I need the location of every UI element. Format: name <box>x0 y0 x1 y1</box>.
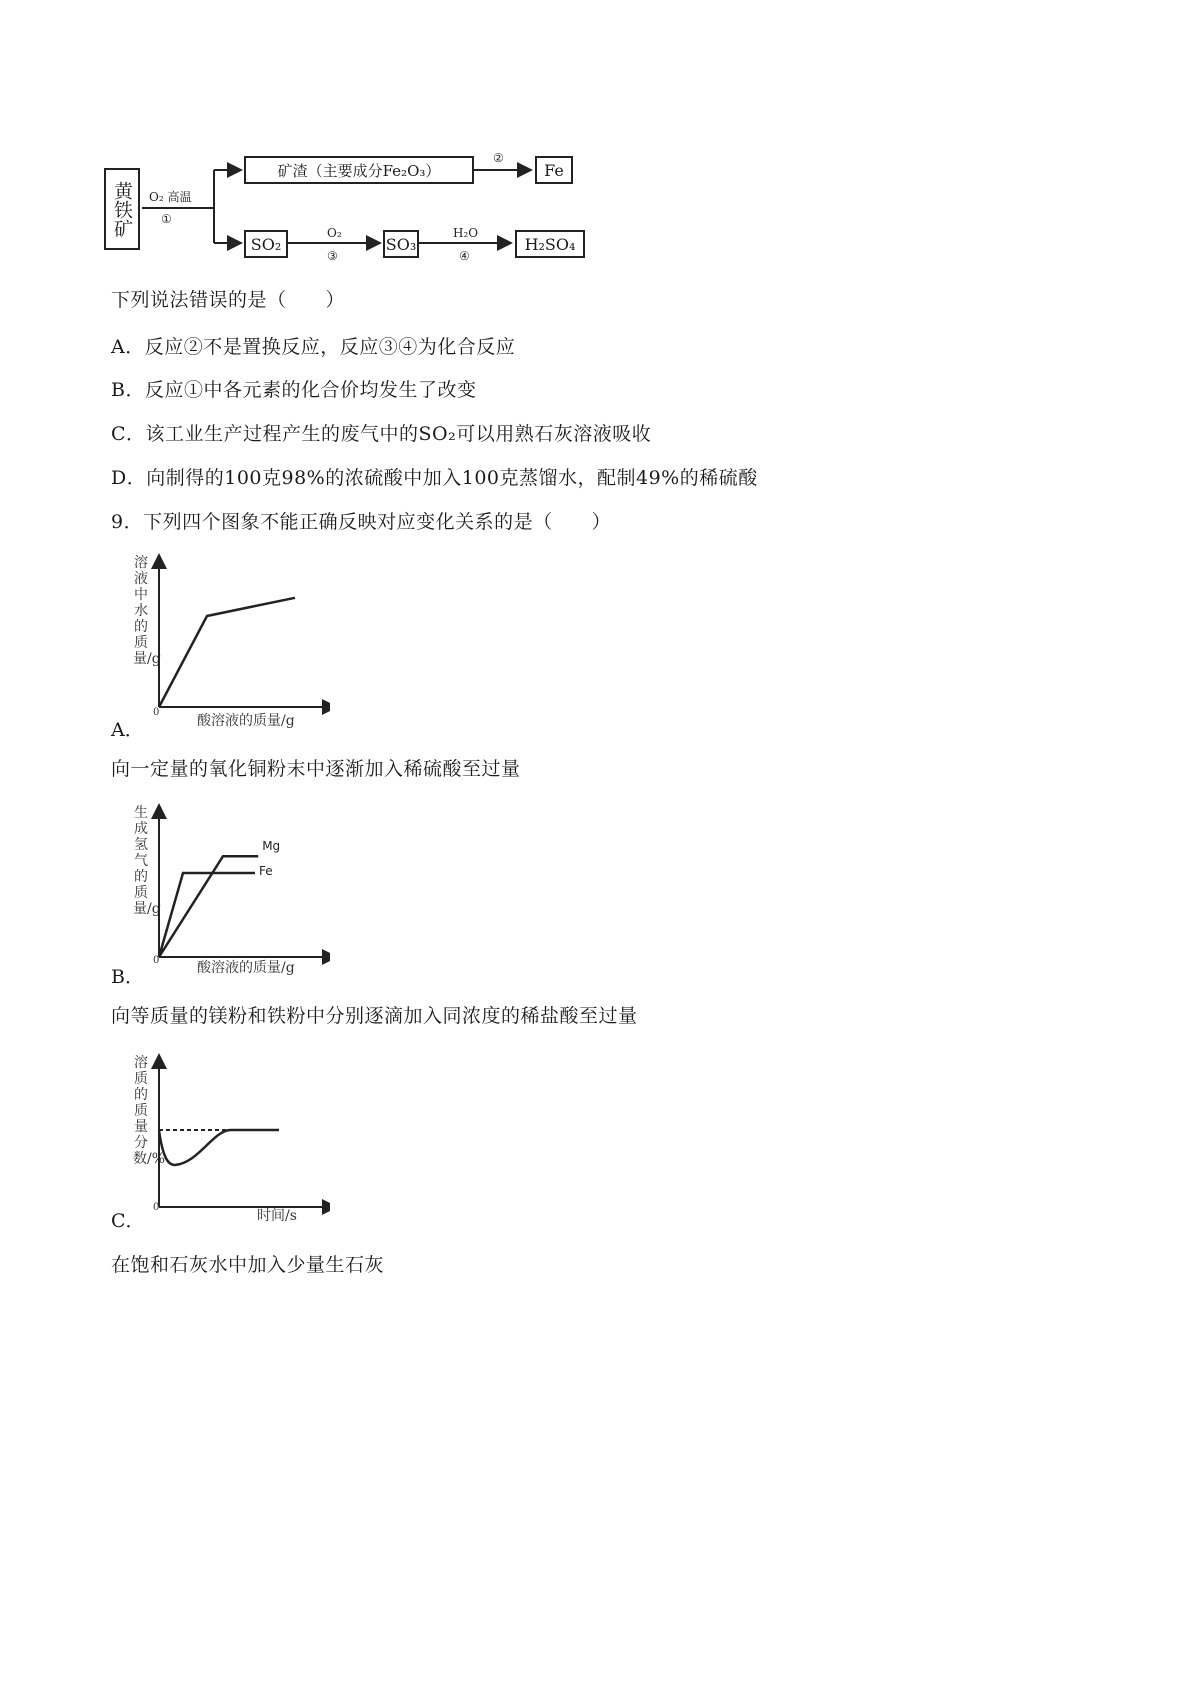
q9-stem: 9．下列四个图象不能正确反映对应变化关系的是（ ） <box>111 511 612 533</box>
chart-a-xlabel: 酸溶液的质量/g <box>197 713 295 729</box>
fe-box: Fe <box>535 156 573 184</box>
chart-c-letter: C． <box>111 1210 145 1232</box>
chart-b-caption: 向等质量的镁粉和铁粉中分别逐滴加入同浓度的稀盐酸至过量 <box>111 1005 638 1027</box>
q8-stem: 下列说法错误的是（ ） <box>111 289 346 311</box>
slag-box: 矿渣（主要成分Fe₂O₃） <box>244 156 474 184</box>
ore-box: 黄铁矿 <box>104 168 140 250</box>
chart-c-xlabel: 时间/s <box>257 1208 297 1224</box>
step3-number: ③ <box>327 249 338 263</box>
q8-option-b: B．反应①中各元素的化合价均发生了改变 <box>111 379 477 401</box>
chart-a <box>125 547 330 732</box>
so2-box: SO₂ <box>244 230 288 258</box>
step4-number: ④ <box>459 249 470 263</box>
series-label-Mg: Mg <box>262 839 281 854</box>
step3-condition: O₂ <box>327 226 342 240</box>
chart-b-origin: 0 <box>153 955 160 966</box>
chart-a-letter: A． <box>111 719 144 741</box>
step2-number: ② <box>493 151 504 165</box>
chart-b-xlabel: 酸溶液的质量/g <box>197 960 295 976</box>
chart-a-origin: 0 <box>153 707 160 718</box>
so3-box: SO₃ <box>383 230 419 258</box>
series-line-Fe <box>159 873 255 957</box>
step4-condition: H₂O <box>453 226 479 240</box>
chart-c-origin: 0 <box>153 1202 160 1213</box>
chart-b-ylabel: 生成氢气的质量/g <box>133 805 161 917</box>
series-label-Fe: Fe <box>259 864 273 878</box>
chart-a-caption: 向一定量的氧化铜粉末中逐渐加入稀硫酸至过量 <box>111 758 521 780</box>
h2so4-box: H₂SO₄ <box>515 230 585 258</box>
chart-c-caption: 在饱和石灰水中加入少量生石灰 <box>111 1254 385 1276</box>
chart-c-ylabel: 溶质的质量分数/% <box>133 1055 166 1167</box>
chart-b-letter: B． <box>111 966 144 988</box>
series-line-1 <box>159 598 295 707</box>
chart-b <box>125 797 330 982</box>
chart-a-plot <box>125 547 330 732</box>
chart-a-ylabel: 溶液中水的质量/g <box>133 555 161 667</box>
q8-option-d: D．向制得的100克98%的浓硫酸中加入100克蒸馏水，配制49%的稀硫酸 <box>111 467 758 489</box>
q8-option-a: A．反应②不是置换反应，反应③④为化合反应 <box>111 336 516 358</box>
step1-number: ① <box>161 212 172 226</box>
flow-chart <box>101 146 591 270</box>
step1-condition: O₂ 高温 <box>149 190 192 204</box>
series-line-1 <box>159 1130 279 1165</box>
q8-option-c: C．该工业生产过程产生的废气中的SO₂可以用熟石灰溶液吸收 <box>111 423 652 445</box>
chart-c <box>125 1047 330 1232</box>
